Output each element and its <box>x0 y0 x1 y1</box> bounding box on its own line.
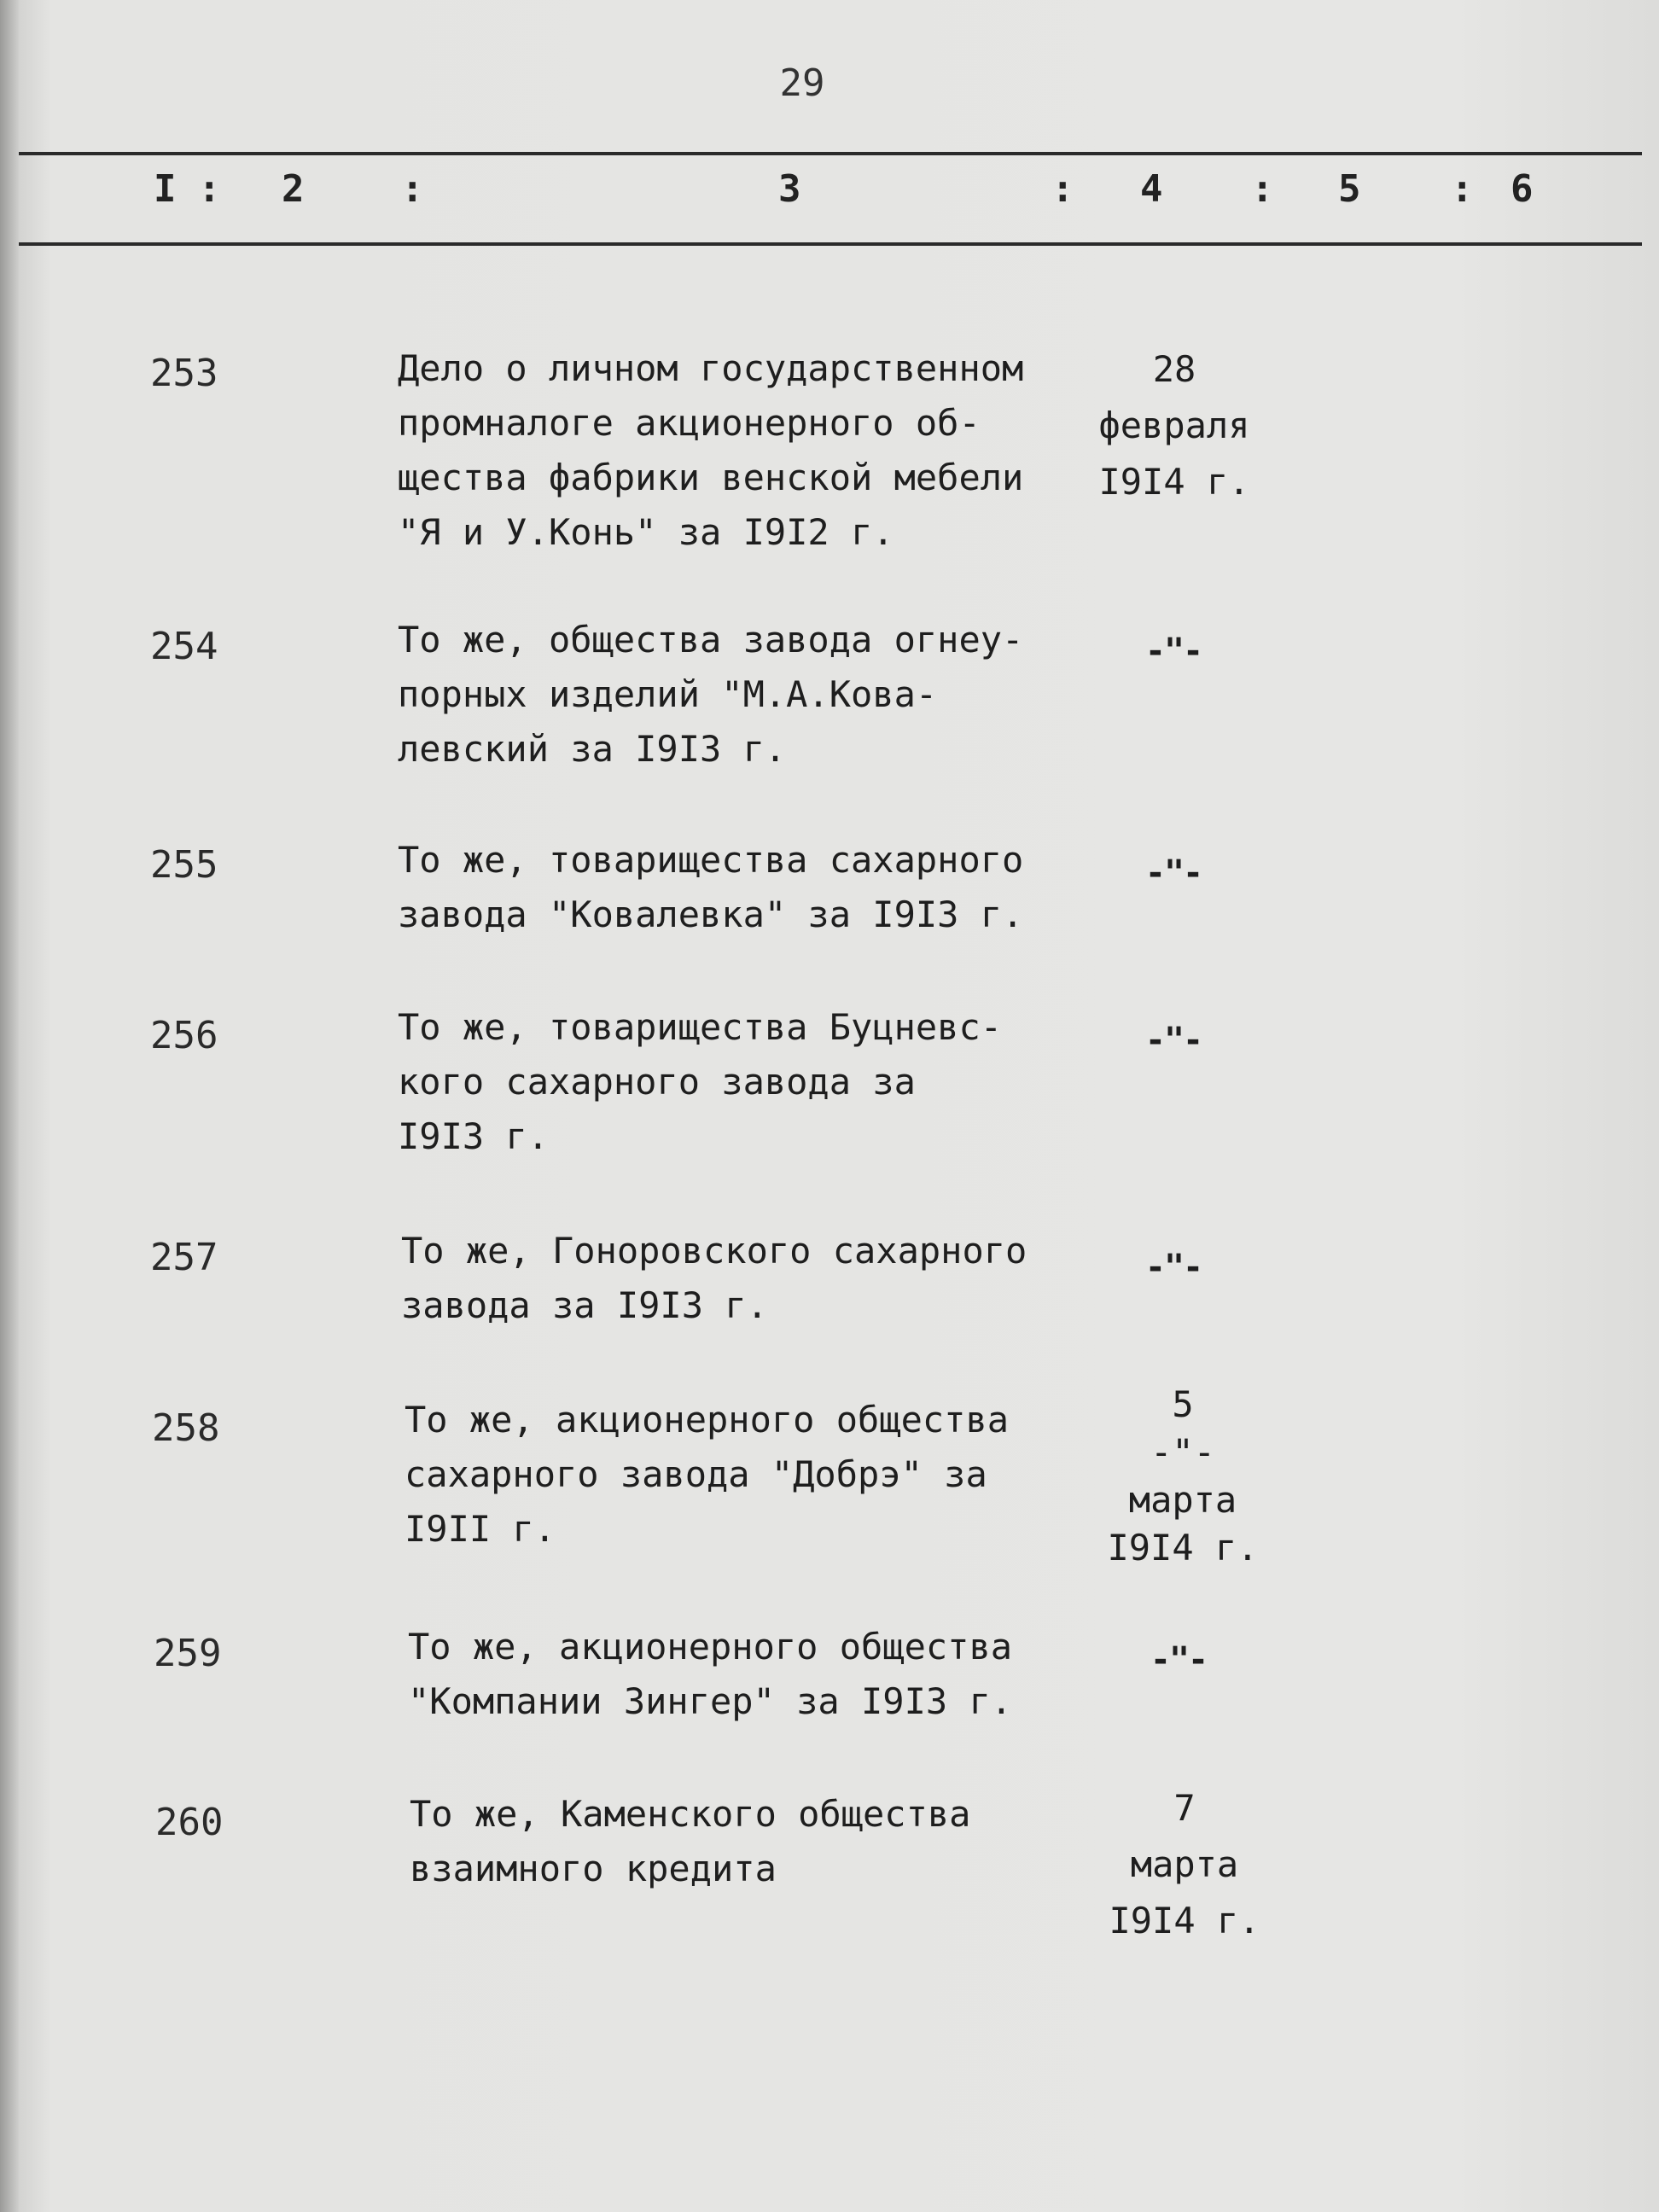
column-separator: : <box>1251 167 1274 211</box>
entry-title: То же, товарищества Буцневс- кого сахарного завода за I9I3 г. <box>398 1006 1003 1157</box>
entry-date: 5 -"- марта I9I4 г. <box>1107 1383 1259 1569</box>
ditto-mark: -"- <box>1144 1248 1202 1287</box>
entry-number: 254 <box>150 625 218 668</box>
entry-title: То же, товарищества сахарного завода "Ковалевка" за I9I3 г. <box>398 839 1024 935</box>
page-number: 29 <box>779 61 825 105</box>
header-top-rule <box>19 152 1642 155</box>
entry-number: 260 <box>155 1801 224 1844</box>
column-separator: : <box>401 167 424 211</box>
entry-number: 253 <box>150 352 218 395</box>
entry-title: Дело о личном государственном промналоге акционерного об- щества фабрики венской мебели "Я и У.Конь" за I9I2 г. <box>398 347 1024 553</box>
column-header-1: I <box>154 167 177 211</box>
page-edge-shadow <box>0 0 19 2212</box>
column-header-3: 3 <box>778 167 801 211</box>
entry-number: 258 <box>152 1406 220 1450</box>
entry-title: То же, акционерного общества "Компании Зингер" за I9I3 г. <box>408 1626 1013 1722</box>
entry-title: То же, Гоноровского сахарного завода за I9I3 г. <box>401 1230 1027 1326</box>
entry-number: 257 <box>150 1236 218 1279</box>
ditto-mark: -"- <box>1144 632 1202 671</box>
entry-date: 28 февраля I9I4 г. <box>1098 348 1250 503</box>
entry-title: То же, общества завода огнеу- порных изделий "М.А.Кова- левский за I9I3 г. <box>398 619 1024 770</box>
column-separator: : <box>1451 167 1474 211</box>
ditto-mark: -"- <box>1144 1021 1202 1060</box>
column-header-6: 6 <box>1511 167 1534 211</box>
column-header-2: 2 <box>282 167 305 211</box>
header-bottom-rule <box>19 242 1642 246</box>
ditto-mark: -"- <box>1150 1640 1208 1679</box>
entry-date: 7 марта I9I4 г. <box>1109 1787 1260 1941</box>
column-header-5: 5 <box>1338 167 1361 211</box>
entry-title: То же, акционерного общества сахарного завода "Добрэ" за I9II г. <box>405 1399 1010 1550</box>
entry-number: 259 <box>154 1632 222 1675</box>
column-separator: : <box>1051 167 1074 211</box>
column-separator: : <box>198 167 221 211</box>
entry-number: 255 <box>150 843 218 887</box>
entry-title: То же, Каменского общества взаимного кредита <box>410 1793 971 1889</box>
entry-number: 256 <box>150 1014 218 1057</box>
ditto-mark: -"- <box>1144 853 1202 893</box>
column-header-4: 4 <box>1140 167 1163 211</box>
